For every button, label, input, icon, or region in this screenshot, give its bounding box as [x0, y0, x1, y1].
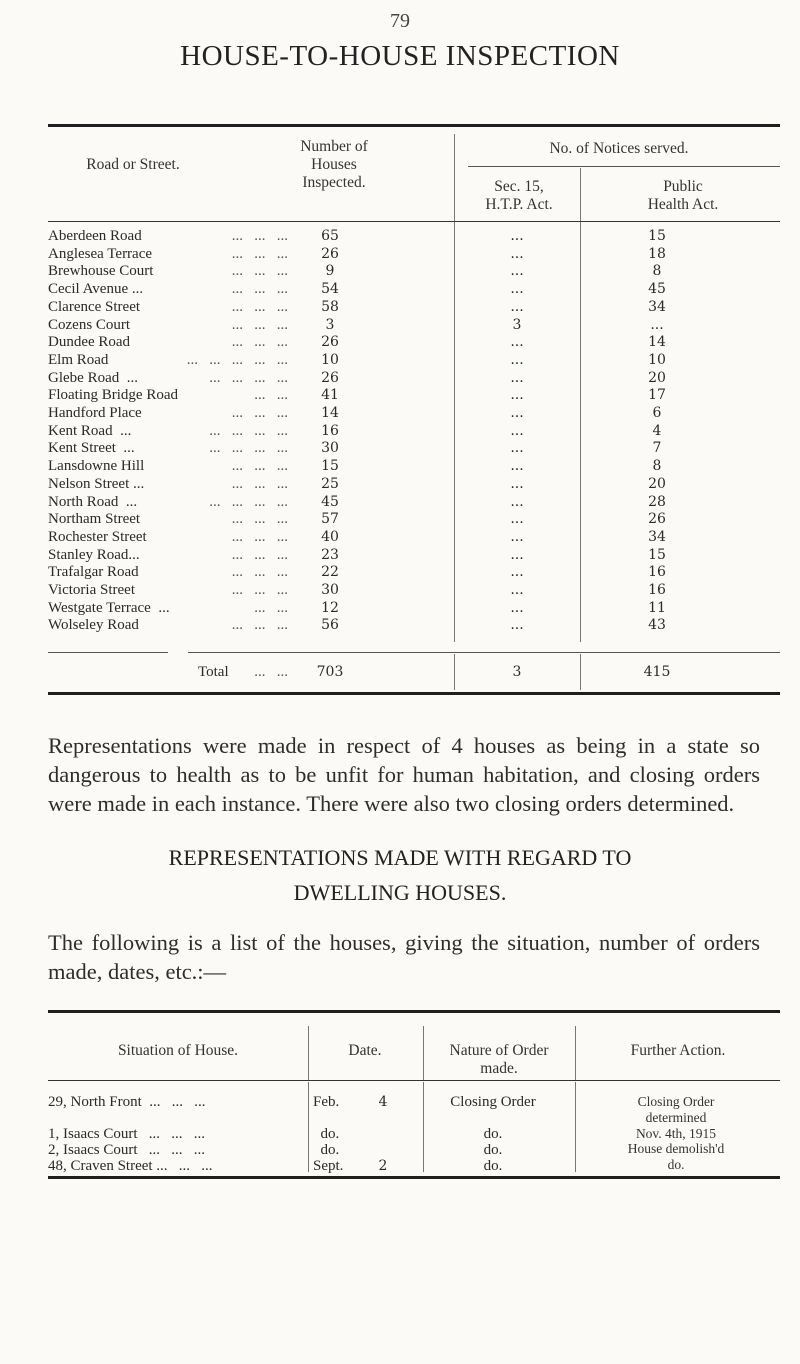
sec15-notices: ... [510, 369, 524, 386]
column-divider [308, 1026, 309, 1080]
total-sec15: 3 [512, 664, 522, 680]
public-health-notices: 17 [648, 387, 666, 404]
houses-inspected: 12 [321, 599, 339, 616]
header-notices: No. of Notices served. [549, 140, 689, 157]
leader-dots: ... ... ... [231, 245, 288, 262]
leader-dots: ... ... ... [231, 281, 288, 298]
table-row [48, 317, 780, 335]
sec15-notices: ... [510, 617, 524, 634]
public-health-notices: 7 [652, 440, 662, 457]
further-action-line: determined [645, 1110, 707, 1125]
header-sec-line1: Sec. 15, [494, 178, 544, 195]
houses-inspected: 25 [321, 475, 339, 492]
header-number-line3: Inspected. [302, 174, 366, 191]
leader-dots: ... ... [254, 599, 288, 616]
header-situation: Situation of House. [117, 1042, 239, 1059]
sec15-notices: ... [510, 405, 524, 421]
houses-inspected: 30 [321, 582, 339, 598]
header-nature-line1: Nature of Order [449, 1042, 549, 1059]
houses-inspected: 57 [321, 511, 339, 528]
road-name: Nelson Street ... [48, 475, 145, 492]
road-name: Aberdeen Road [48, 228, 142, 244]
houses-inspected: 54 [321, 281, 339, 298]
sec15-notices: ... [510, 334, 524, 351]
sec15-notices: ... [510, 546, 524, 563]
further-action-line: do. [667, 1157, 685, 1172]
road-name: Anglesea Terrace [48, 245, 153, 262]
leader-dots: ... ... ... ... [209, 369, 288, 386]
header-bottom-rule [48, 221, 780, 222]
houses-inspected: 58 [321, 298, 339, 315]
paragraph-representations: Representations were made in respect of 4 houses as being in a state so dangerous to health as to be unfit for human habitation, and closing orders were made in each instance. There were also two closing orders determined. [48, 733, 760, 816]
road-name: Victoria Street [48, 582, 135, 598]
road-name: Wolseley Road [48, 617, 139, 634]
table-bottom-rule [48, 692, 780, 695]
sec15-notices: ... [510, 263, 524, 280]
leader-dots: ... ... ... [231, 228, 288, 244]
houses-inspected: 45 [321, 493, 339, 510]
order-nature: Closing Order [450, 1094, 536, 1110]
header-road: Road or Street. [86, 156, 180, 173]
houses-inspected: 9 [325, 263, 335, 280]
section-heading-line2: DWELLING HOUSES. [293, 880, 507, 905]
sec15-notices: ... [510, 245, 524, 262]
total-rule [188, 652, 780, 653]
leader-dots: ... ... [254, 387, 288, 404]
public-health-notices: 15 [648, 546, 666, 563]
road-name: Cecil Avenue ... [48, 281, 144, 298]
sec15-notices: ... [510, 387, 524, 404]
public-health-notices: 34 [648, 298, 666, 315]
public-health-notices: 26 [648, 511, 666, 528]
order-nature: do. [483, 1126, 503, 1142]
table-row [48, 405, 780, 423]
header-public-line1: Public [663, 178, 703, 195]
header-number-line2: Houses [311, 156, 357, 173]
header-sec-line2: H.T.P. Act. [485, 196, 553, 213]
total-label: Total [198, 664, 229, 680]
sec15-notices: ... [510, 228, 524, 244]
order-day: 2 [378, 1158, 388, 1174]
public-health-notices: 11 [648, 599, 666, 616]
table-row [48, 617, 780, 635]
leader-dots: ... ... ... [231, 617, 288, 634]
table-top-rule [48, 124, 780, 127]
houses-inspected: 10 [321, 351, 339, 368]
page-title: HOUSE-TO-HOUSE INSPECTION [180, 40, 620, 72]
leader-dots: ... ... ... [231, 405, 288, 421]
leader-dots: ... ... ... [231, 298, 288, 315]
houses-inspected: 23 [321, 546, 339, 563]
public-health-notices: 20 [648, 475, 666, 492]
public-health-notices: 20 [648, 369, 666, 386]
leader-dots: ... ... ... [231, 528, 288, 545]
public-health-notices: 8 [652, 458, 662, 475]
sec15-notices: ... [510, 281, 524, 298]
sec15-notices: ... [510, 458, 524, 475]
notices-underline [468, 166, 780, 167]
houses-inspected: 56 [321, 617, 339, 634]
further-action-line: Closing Order [637, 1094, 715, 1109]
road-name: Northam Street [48, 511, 141, 528]
table-row [48, 352, 780, 370]
table-row [48, 440, 780, 458]
table-row [48, 564, 780, 582]
sec15-notices: ... [510, 599, 524, 616]
sec15-notices: ... [510, 422, 524, 439]
total-public-health: 415 [643, 664, 671, 680]
leader-dots: ... ... ... [231, 546, 288, 563]
road-name: Kent Road ... [48, 422, 132, 439]
houses-inspected: 26 [321, 334, 339, 351]
road-name: Floating Bridge Road [48, 387, 178, 404]
order-date: Sept. [313, 1158, 344, 1174]
public-health-notices: 4 [652, 422, 662, 439]
table-top-rule [48, 1010, 780, 1013]
houses-inspected: 22 [321, 564, 339, 581]
road-name: Rochester Street [48, 528, 147, 545]
header-nature-line2: made. [480, 1060, 518, 1077]
table-row [48, 600, 780, 618]
total-row [48, 664, 780, 682]
sec15-notices: ... [510, 475, 524, 492]
header-number-line1: Number of [300, 138, 368, 155]
leader-dots: ... ... ... ... [209, 422, 288, 439]
houses-inspected: 14 [321, 405, 339, 421]
table-row [48, 476, 780, 494]
sec15-notices: ... [510, 493, 524, 510]
header-bottom-rule [48, 1080, 780, 1081]
road-name: Kent Street ... [48, 440, 135, 457]
leader-dots: ... ... ... [231, 511, 288, 528]
road-name: Glebe Road ... [48, 369, 138, 386]
public-health-notices: 8 [652, 263, 662, 280]
table-row [48, 263, 780, 281]
houses-inspected: 3 [325, 316, 335, 333]
column-divider [454, 134, 455, 222]
further-action-line: House demolish'd [627, 1141, 725, 1156]
houses-inspected: 65 [321, 228, 339, 244]
header-date: Date. [348, 1042, 382, 1059]
table-row [48, 246, 780, 264]
column-divider [308, 1082, 309, 1172]
leader-dots: ... ... ... [231, 564, 288, 581]
house-situation: 48, Craven Street ... ... ... [48, 1158, 213, 1174]
table-row [48, 547, 780, 565]
table-row [48, 582, 780, 600]
paragraph-list-intro: The following is a list of the houses, giving the situation, number of orders made, dates, etc.:— [48, 930, 760, 984]
leader-dots: ... ... ... ... [209, 440, 288, 457]
public-health-notices: 34 [648, 528, 666, 545]
road-name: Lansdowne Hill [48, 458, 145, 475]
houses-inspected: 15 [321, 458, 339, 475]
table-row [48, 494, 780, 512]
houses-inspected: 26 [321, 245, 339, 262]
section-heading-line1: REPRESENTATIONS MADE WITH REGARD TO [168, 845, 632, 870]
house-situation: 1, Isaacs Court ... ... ... [48, 1126, 206, 1142]
road-name: Brewhouse Court [48, 263, 154, 280]
road-name: Trafalgar Road [48, 564, 139, 581]
header-public-line2: Health Act. [647, 196, 719, 213]
road-name: Clarence Street [48, 298, 141, 315]
table-row [48, 334, 780, 352]
houses-inspected: 26 [321, 369, 339, 386]
leader-dots: ... ... ... [231, 334, 288, 351]
leader-dots: ... ... [254, 664, 288, 680]
further-action-line: Nov. 4th, 1915 [635, 1126, 717, 1141]
road-name: Elm Road [48, 351, 109, 368]
column-divider [580, 168, 581, 222]
sec15-notices: ... [510, 351, 524, 368]
public-health-notices: 10 [648, 351, 666, 368]
sec15-notices: ... [510, 528, 524, 545]
road-name: Cozens Court [48, 316, 131, 333]
table-row [48, 228, 780, 246]
page-number: 79 [390, 10, 410, 32]
table-row [48, 529, 780, 547]
table-row [48, 281, 780, 299]
public-health-notices: 45 [648, 281, 666, 298]
leader-dots: ... ... ... [231, 458, 288, 475]
sec15-notices: ... [510, 511, 524, 528]
public-health-notices: 16 [648, 582, 666, 598]
public-health-notices: 16 [648, 564, 666, 581]
order-date: do. [313, 1142, 340, 1158]
road-name: Handford Place [48, 405, 142, 421]
leader-dots: ... ... ... ... ... [186, 351, 288, 368]
public-health-notices: 14 [648, 334, 666, 351]
table-row [48, 423, 780, 441]
order-date: Feb. [313, 1094, 340, 1110]
sec15-notices: ... [510, 564, 524, 581]
table-bottom-rule [48, 1176, 780, 1179]
header-further-action: Further Action. [630, 1042, 726, 1059]
table-row [48, 387, 780, 405]
road-name: Westgate Terrace ... [48, 599, 170, 616]
total-rule-left [48, 652, 168, 653]
order-nature: do. [483, 1142, 503, 1158]
houses-inspected: 30 [321, 440, 339, 457]
table-row [48, 299, 780, 317]
public-health-notices: 43 [648, 617, 666, 634]
sec15-notices: ... [510, 582, 524, 598]
house-situation: 29, North Front ... ... ... [48, 1094, 206, 1110]
leader-dots: ... ... ... [231, 263, 288, 280]
houses-inspected: 41 [321, 387, 339, 404]
sec15-notices: ... [510, 440, 524, 457]
order-nature: do. [483, 1158, 503, 1174]
public-health-notices: ... [650, 316, 664, 333]
houses-inspected: 16 [321, 422, 339, 439]
public-health-notices: 6 [652, 405, 662, 421]
leader-dots: ... ... ... [231, 475, 288, 492]
public-health-notices: 15 [648, 228, 666, 244]
leader-dots: ... ... ... [231, 316, 288, 333]
sec15-notices: ... [510, 298, 524, 315]
public-health-notices: 28 [648, 493, 666, 510]
leader-dots: ... ... ... ... [209, 493, 288, 510]
table-row [48, 370, 780, 388]
total-houses: 703 [316, 664, 344, 680]
sec15-notices: 3 [512, 316, 522, 333]
order-day: 4 [378, 1094, 388, 1110]
table-row [48, 458, 780, 476]
public-health-notices: 18 [648, 245, 666, 262]
road-name: North Road ... [48, 493, 138, 510]
order-date: do. [313, 1126, 340, 1142]
road-name: Stanley Road... [48, 546, 140, 563]
road-name: Dundee Road [48, 334, 131, 351]
houses-inspected: 40 [321, 528, 339, 545]
table-row [48, 511, 780, 529]
leader-dots: ... ... ... [231, 582, 288, 598]
house-situation: 2, Isaacs Court ... ... ... [48, 1142, 206, 1158]
